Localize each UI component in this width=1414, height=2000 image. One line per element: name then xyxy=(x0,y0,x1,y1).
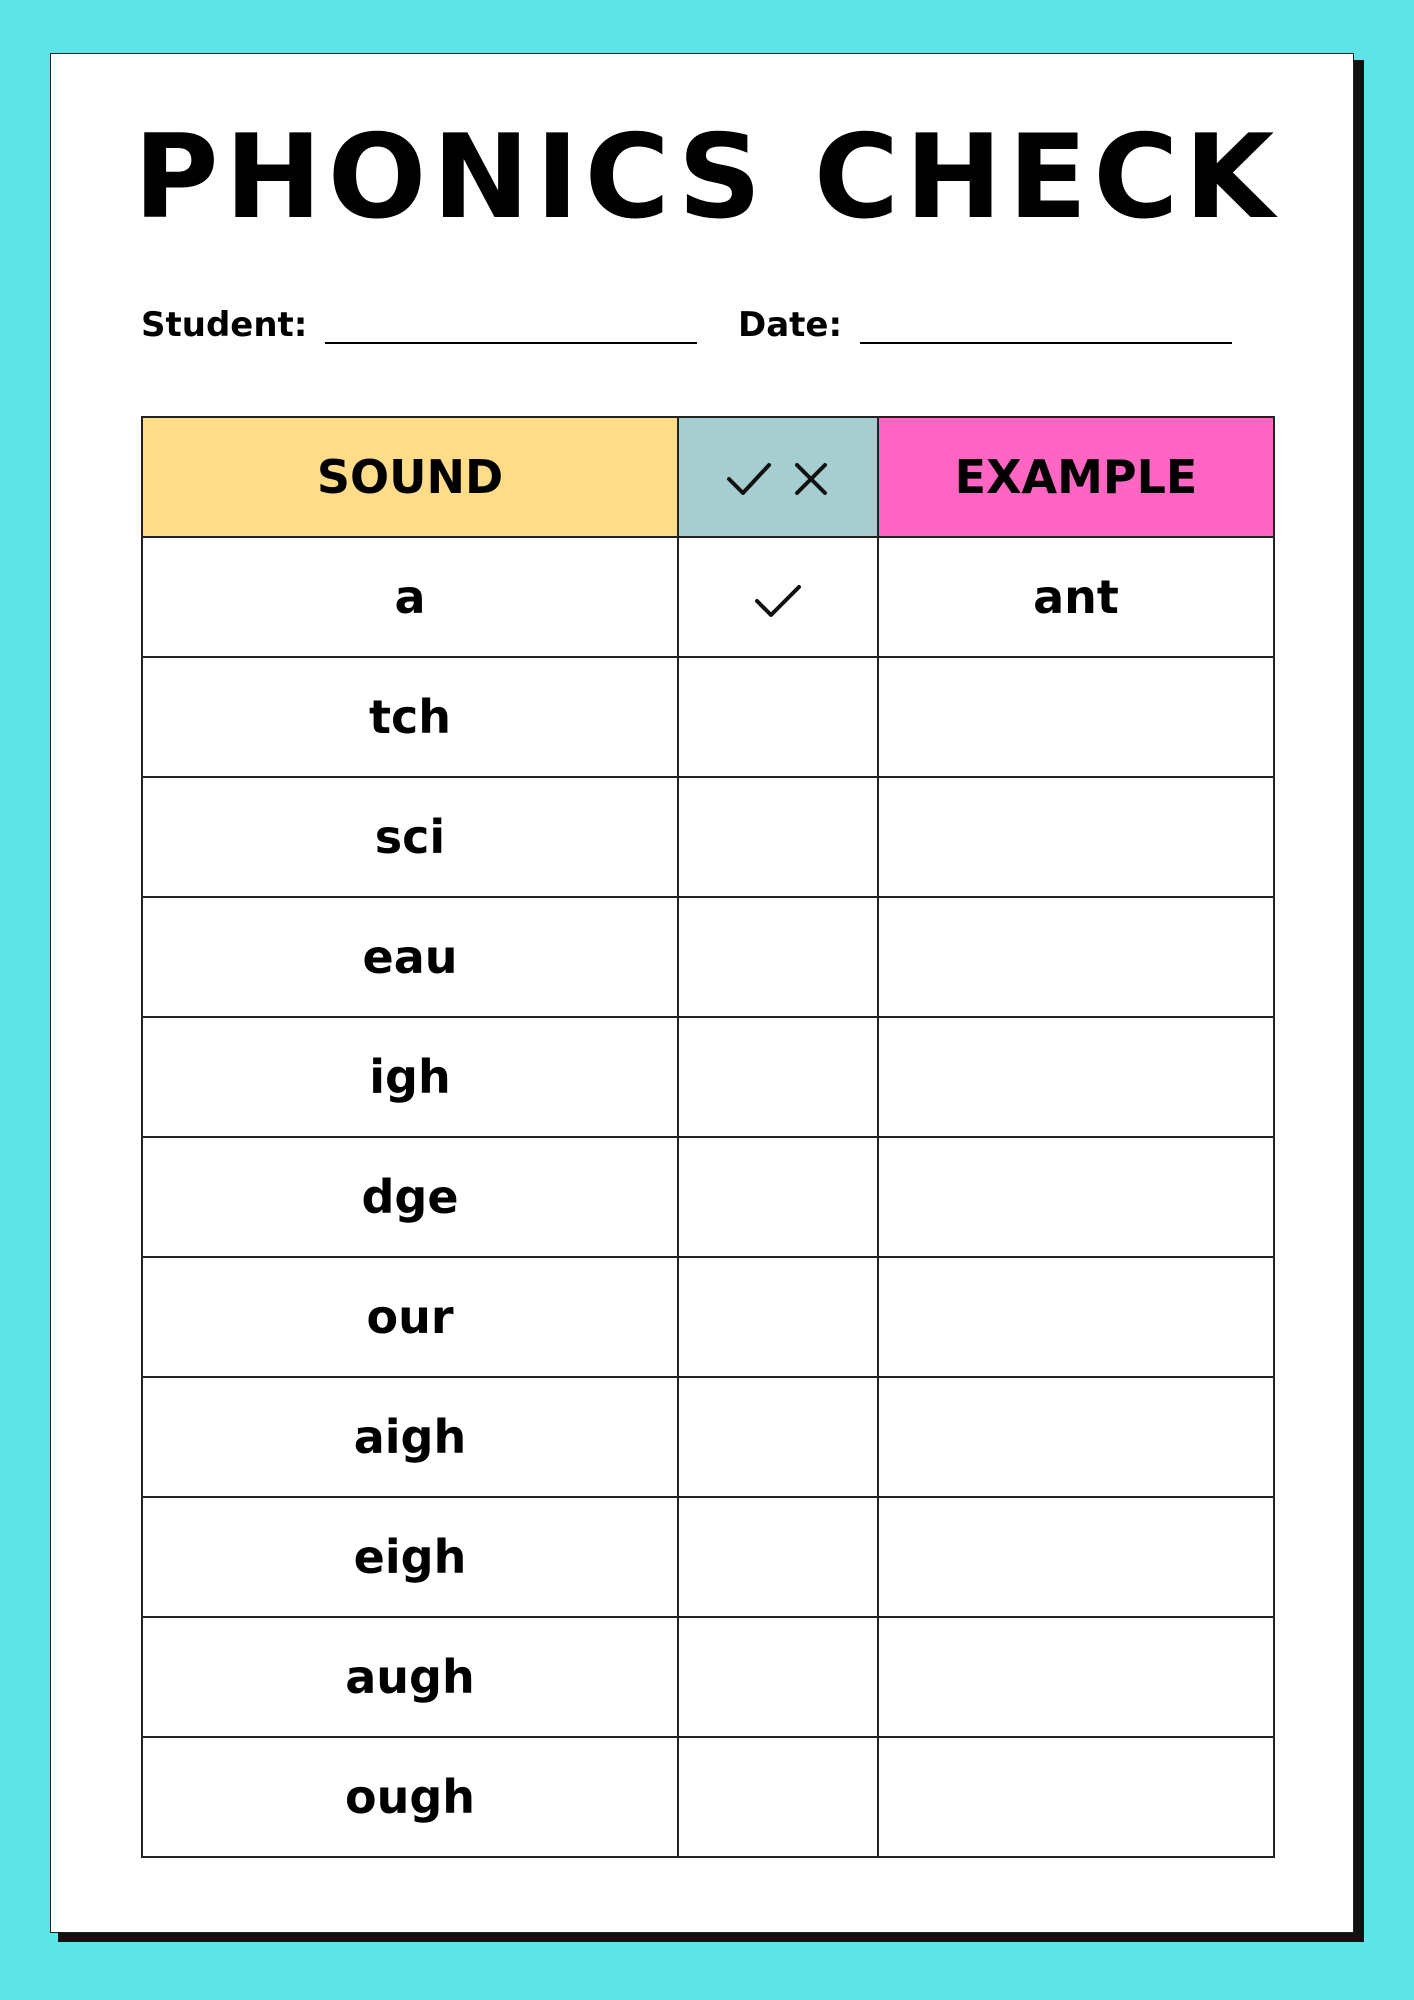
sound-cell: eigh xyxy=(142,1497,678,1617)
date-field xyxy=(738,300,1232,350)
check-icon xyxy=(751,579,805,623)
example-cell[interactable]: ant xyxy=(878,537,1274,657)
sound-cell: tch xyxy=(142,657,678,777)
table-row xyxy=(142,1497,1274,1617)
example-header: EXAMPLE xyxy=(878,417,1274,537)
mark-cell[interactable] xyxy=(678,1137,878,1257)
check-cross-icons xyxy=(723,455,833,505)
example-cell[interactable] xyxy=(878,1137,1274,1257)
sound-header: SOUND xyxy=(142,417,678,537)
sound-cell: sci xyxy=(142,777,678,897)
table-row xyxy=(142,657,1274,777)
example-cell[interactable] xyxy=(878,777,1274,897)
table-row xyxy=(142,1737,1274,1857)
sound-cell: augh xyxy=(142,1617,678,1737)
table-row xyxy=(142,897,1274,1017)
mark-cell[interactable] xyxy=(678,1737,878,1857)
table-row xyxy=(142,1257,1274,1377)
sound-cell: dge xyxy=(142,1137,678,1257)
sound-cell: igh xyxy=(142,1017,678,1137)
student-label: Student: xyxy=(141,305,308,345)
mark-cell[interactable] xyxy=(678,1017,878,1137)
example-cell[interactable] xyxy=(878,1497,1274,1617)
example-cell[interactable] xyxy=(878,1617,1274,1737)
mark-cell[interactable] xyxy=(678,1257,878,1377)
mark-cell[interactable] xyxy=(678,1497,878,1617)
example-cell[interactable] xyxy=(878,897,1274,1017)
table-row xyxy=(142,1377,1274,1497)
mark-cell[interactable] xyxy=(678,1617,878,1737)
example-cell[interactable] xyxy=(878,1737,1274,1857)
sound-cell: eau xyxy=(142,897,678,1017)
check-cross-header xyxy=(678,417,878,537)
date-input-line[interactable] xyxy=(860,341,1232,344)
table-row xyxy=(142,1137,1274,1257)
example-cell[interactable] xyxy=(878,657,1274,777)
sound-cell: aigh xyxy=(142,1377,678,1497)
table-row xyxy=(142,1617,1274,1737)
table-row xyxy=(142,777,1274,897)
page-title: PHONICS CHECK xyxy=(133,110,1281,245)
table-row xyxy=(142,1017,1274,1137)
date-label: Date: xyxy=(738,305,843,345)
check-icon xyxy=(729,465,769,493)
table-row xyxy=(142,537,1274,657)
phonics-table xyxy=(141,416,1275,1858)
mark-cell[interactable] xyxy=(678,1377,878,1497)
example-cell[interactable] xyxy=(878,1017,1274,1137)
example-cell[interactable] xyxy=(878,1377,1274,1497)
mark-cell[interactable] xyxy=(678,777,878,897)
sound-cell: ough xyxy=(142,1737,678,1857)
mark-cell[interactable] xyxy=(678,897,878,1017)
mark-cell[interactable] xyxy=(678,657,878,777)
student-input-line[interactable] xyxy=(325,341,697,344)
table-body xyxy=(142,537,1274,1857)
sound-cell: a xyxy=(142,537,678,657)
example-cell[interactable] xyxy=(878,1257,1274,1377)
mark-cell[interactable] xyxy=(678,537,878,657)
student-field xyxy=(141,300,697,350)
table-header-row xyxy=(142,417,1274,537)
sound-cell: our xyxy=(142,1257,678,1377)
